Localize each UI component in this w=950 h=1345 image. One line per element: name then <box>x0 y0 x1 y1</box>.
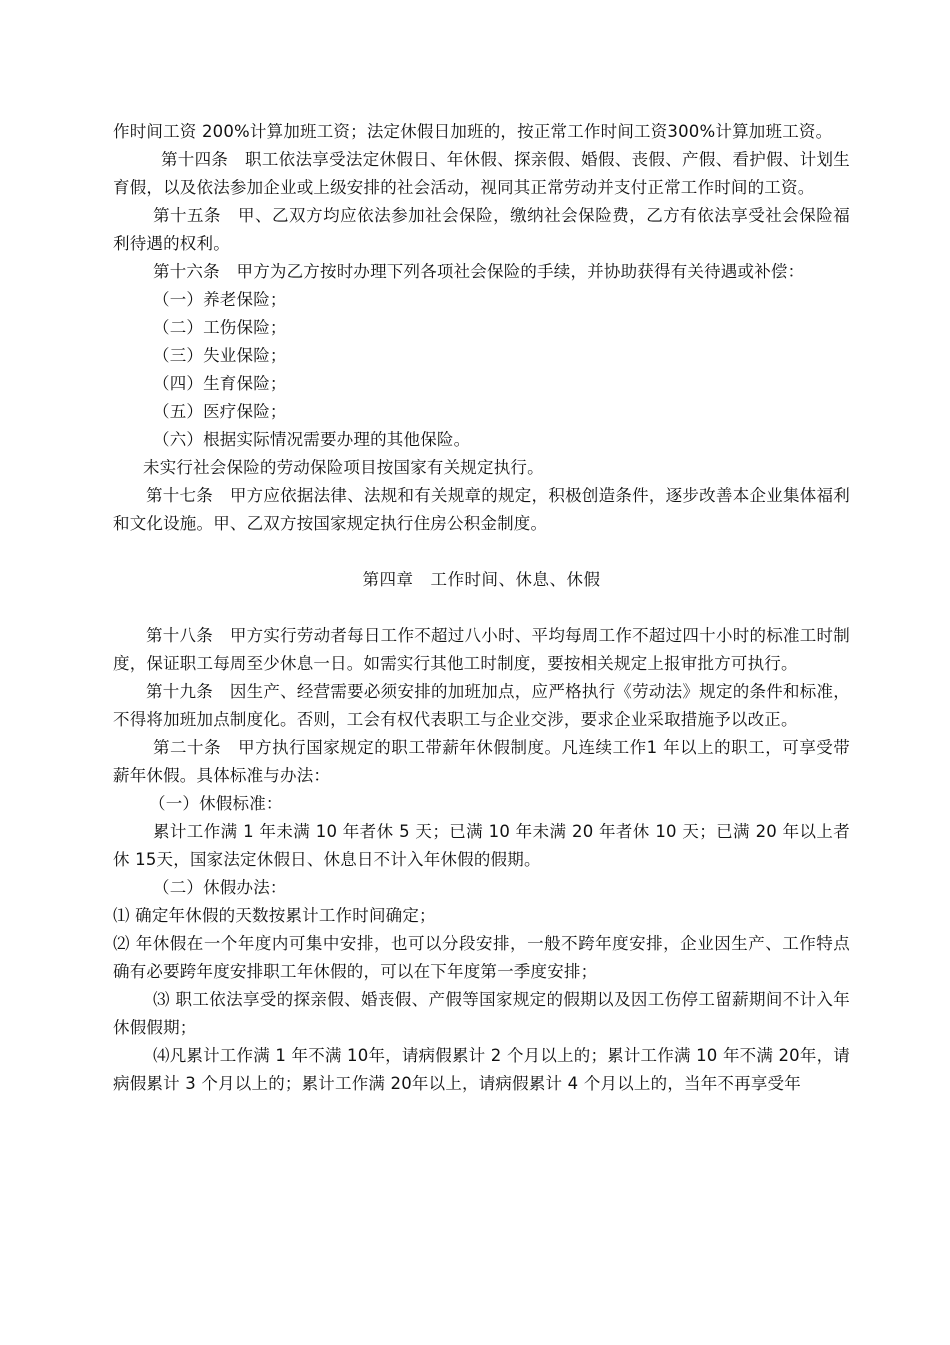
insurance-item: （一）养老保险； <box>153 290 287 309</box>
standard-text: 累计工作满 1 年未满 10 年者休 5 天；已满 10 年未满 20 年者休 10 天；已满 20 年以上者休 15天，国家法定休假日、休息日不计入年休假的假期。 <box>113 822 850 869</box>
method-item-1: ⑴ 确定年休假的天数按累计工作时间确定； <box>113 906 436 925</box>
method-item-3: ⑶ 职工依法享受的探亲假、婚丧假、产假等国家规定的假期以及因工伤停工留薪期间不计入年休假假期； <box>113 990 850 1037</box>
non-insured-note: 未实行社会保险的劳动保险项目按国家有关规定执行。 <box>143 458 544 477</box>
method-item-4: ⑷凡累计工作满 1 年不满 10年，请病假累计 2 个月以上的；累计工作满 10 年不满 20年，请病假累计 3 个月以上的；累计工作满 20年以上，请病假累计 4 个月以上的，当年不再享受年 <box>113 1046 850 1093</box>
article-14: 第十四条 职工依法享受法定休假日、年休假、探亲假、婚假、丧假、产假、看护假、计划生育假，以及依法参加企业或上级安排的社会活动，视同其正常劳动并支付正常工作时间的工资。 <box>113 150 850 197</box>
insurance-item: （二）工伤保险； <box>153 318 287 337</box>
section-title-standard: （一）休假标准： <box>149 794 283 813</box>
section-title-method: （二）休假办法： <box>153 878 287 897</box>
document-page <box>113 118 850 1098</box>
chapter-title: 第四章 工作时间、休息、休假 <box>362 570 601 589</box>
article-15: 第十五条 甲、乙双方均应依法参加社会保险，缴纳社会保险费，乙方有依法享受社会保险福利待遇的权利。 <box>113 206 850 253</box>
insurance-item: （六）根据实际情况需要办理的其他保险。 <box>153 430 471 449</box>
insurance-item: （五）医疗保险； <box>153 402 287 421</box>
article-18: 第十八条 甲方实行劳动者每日工作不超过八小时、平均每周工作不超过四十小时的标准工时制度，保证职工每周至少休息一日。如需实行其他工时制度，要按相关规定上报审批方可执行。 <box>113 626 850 673</box>
paragraph-continuation: 作时间工资 200%计算加班工资；法定休假日加班的，按正常工作时间工资300%计算加班工资。 <box>113 122 833 141</box>
method-item-2: ⑵ 年休假在一个年度内可集中安排，也可以分段安排，一般不跨年度安排，企业因生产、工作特点确有必要跨年度安排职工年休假的，可以在下年度第一季度安排； <box>113 934 850 981</box>
insurance-item: （四）生育保险； <box>153 374 287 393</box>
article-17: 第十七条 甲方应依据法律、法规和有关规章的规定，积极创造条件，逐步改善本企业集体福利和文化设施。甲、乙双方按国家规定执行住房公积金制度。 <box>113 486 850 533</box>
insurance-item: （三）失业保险； <box>153 346 287 365</box>
article-16: 第十六条 甲方为乙方按时办理下列各项社会保险的手续，并协助获得有关待遇或补偿： <box>153 262 805 281</box>
article-19: 第十九条 因生产、经营需要必须安排的加班加点，应严格执行《劳动法》规定的条件和标准，不得将加班加点制度化。否则，工会有权代表职工与企业交涉，要求企业采取措施予以改正。 <box>113 682 850 729</box>
article-20: 第二十条 甲方执行国家规定的职工带薪年休假制度。凡连续工作1 年以上的职工，可享受带薪年休假。具体标准与办法： <box>113 738 850 785</box>
